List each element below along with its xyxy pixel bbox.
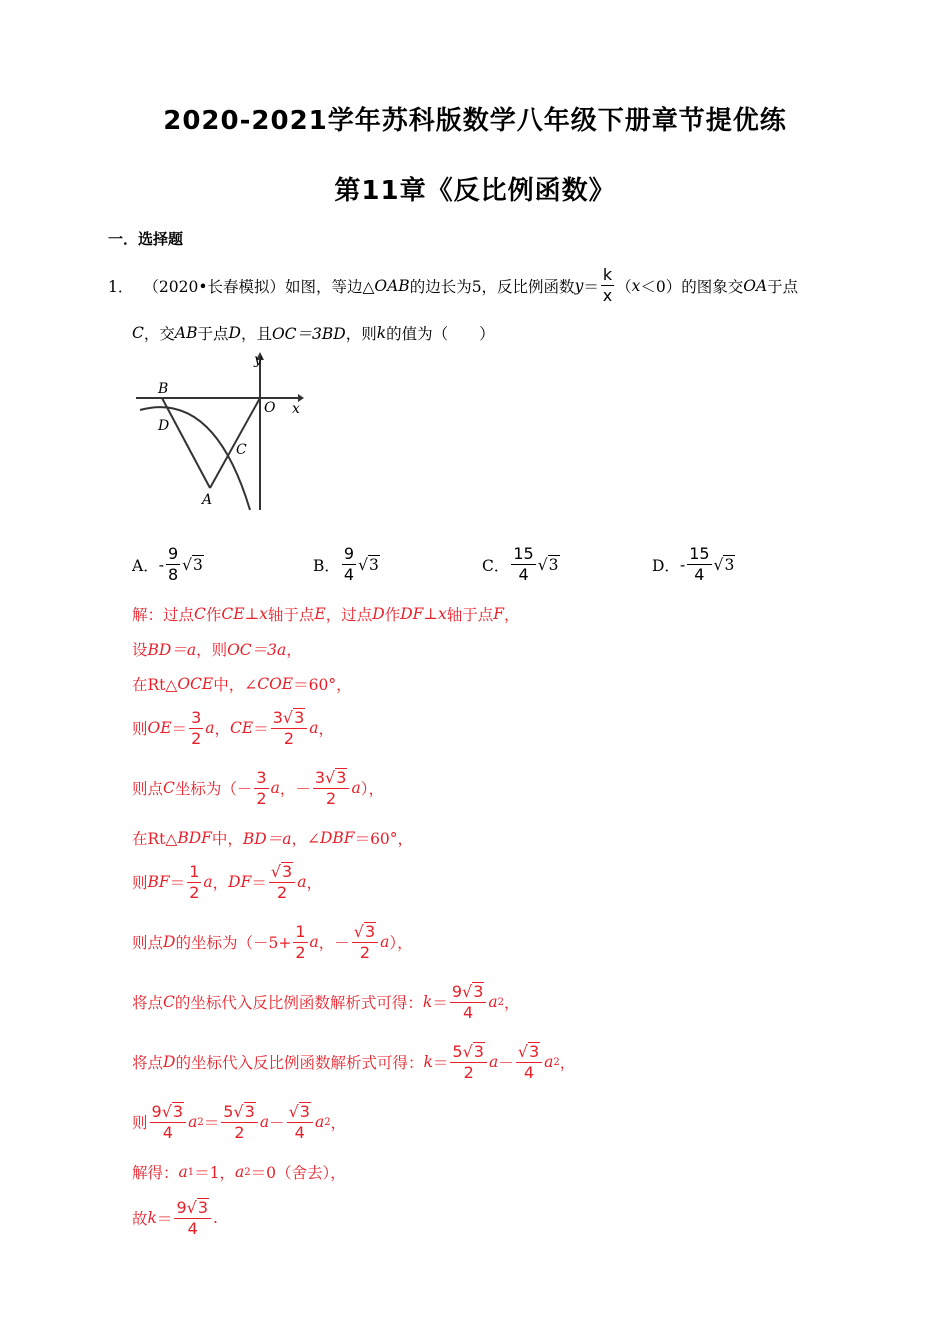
sol-text: 的坐标代入反比例函数解析式可得： <box>175 1054 424 1072</box>
sol-var: a <box>259 1113 270 1131</box>
coef: 3 <box>314 768 326 787</box>
sol-fraction <box>293 923 307 962</box>
label-d: D <box>158 418 170 434</box>
question-text: ，交 <box>143 325 175 343</box>
fraction-numerator: 15 <box>689 544 710 563</box>
sol-text: ）， <box>360 780 384 798</box>
sol-text: ＝60°， <box>354 830 414 848</box>
sol-var: OC＝3a <box>227 641 287 659</box>
solution-line-9 <box>132 982 520 1022</box>
sol-text: ＝ <box>253 720 269 738</box>
solution-line-5 <box>132 768 384 808</box>
sol-text: ）， <box>389 934 413 952</box>
sol-text: ＝ <box>156 1210 173 1228</box>
fraction-numerator <box>450 982 487 1003</box>
sol-var: a <box>205 719 215 737</box>
question-var: x <box>631 276 641 295</box>
solution-line-7 <box>132 862 322 902</box>
fraction-denominator: 2 <box>276 883 288 902</box>
question-var: k <box>376 324 387 342</box>
option-letter: A． <box>132 556 159 575</box>
question-var: D <box>228 324 241 342</box>
sol-text: ， <box>504 606 520 624</box>
sol-text: － <box>269 1114 285 1132</box>
question-text: 于点 <box>767 277 799 296</box>
solution-line-12 <box>132 1161 346 1183</box>
label-a: A <box>202 492 213 508</box>
sqrt-icon: √ <box>161 1102 172 1121</box>
fraction-denominator: 2 <box>283 729 295 748</box>
fraction-numerator: k <box>602 265 613 284</box>
sol-text: ＝1， <box>194 1164 236 1182</box>
fraction-denominator: 4 <box>294 1123 305 1142</box>
sol-var: BF <box>147 873 170 891</box>
fraction-numerator <box>287 1102 313 1123</box>
sol-fraction <box>516 1042 542 1082</box>
sol-var: a <box>297 873 307 891</box>
radicand: 3 <box>724 556 735 574</box>
sol-var: a <box>235 1163 245 1181</box>
sol-text: ， <box>306 874 322 892</box>
sol-var: D <box>163 933 176 951</box>
sqrt-icon: √ <box>713 555 724 574</box>
sol-text: ＝ <box>432 994 448 1012</box>
fraction-numerator <box>174 1198 211 1219</box>
sol-fraction <box>287 1102 313 1142</box>
sol-text: 坐标为（－ <box>174 780 253 798</box>
document-title: 2020-2021学年苏科版数学八年级下册章节提优练 <box>163 106 787 136</box>
sol-text: 则 <box>132 720 148 738</box>
option-fraction <box>342 545 356 584</box>
sol-fraction <box>271 708 308 748</box>
fraction-numerator <box>516 1042 542 1063</box>
sol-text: ＝ <box>203 1114 220 1132</box>
sol-var: a <box>351 779 361 797</box>
radicand: 3 <box>473 1042 484 1061</box>
sol-text: 则 <box>132 874 148 892</box>
sol-var: DF <box>228 873 252 891</box>
question-var: OAB <box>374 276 410 295</box>
sol-var: BD＝a <box>242 830 292 848</box>
fraction-numerator <box>271 708 308 729</box>
sol-var: a <box>188 1113 198 1131</box>
option-sign: - <box>679 555 686 574</box>
label-y: y <box>254 352 262 368</box>
sol-var: a <box>314 1113 325 1131</box>
sol-exponent: 2 <box>497 996 505 1008</box>
sqrt-icon: √ <box>462 1042 473 1061</box>
sol-text: 解：过点 <box>132 606 195 624</box>
sol-var: CE <box>230 719 254 737</box>
sol-text: ， <box>214 720 231 738</box>
sol-text: 设 <box>132 641 148 659</box>
label-o: O <box>264 400 276 416</box>
fraction-denominator: 4 <box>463 1003 474 1022</box>
radicand: 3 <box>473 982 484 1001</box>
sol-exponent: 2 <box>197 1116 204 1128</box>
sol-text: 中， <box>211 830 243 848</box>
coef: 5 <box>223 1102 234 1121</box>
fraction-denominator: 8 <box>167 565 179 584</box>
fraction-denominator: 2 <box>191 728 202 748</box>
fraction-denominator: 4 <box>162 1123 173 1142</box>
sol-text: 将点 <box>132 1054 164 1072</box>
sol-var: a <box>309 933 319 951</box>
question-line-1 <box>108 266 798 305</box>
question-var: AB <box>174 324 198 342</box>
option-fraction <box>687 545 711 584</box>
question-text: ＝ <box>583 277 599 296</box>
sol-var: a <box>488 1053 499 1071</box>
question-number: 1． <box>108 277 134 296</box>
sol-fraction <box>313 768 350 808</box>
question-text: ＜0）的图象交 <box>640 277 744 296</box>
sol-text: 则点 <box>132 934 164 952</box>
label-b: B <box>158 381 169 397</box>
sol-text: ， <box>318 720 335 738</box>
radicand: 3 <box>244 1102 255 1121</box>
option-letter: D． <box>652 556 680 575</box>
question-source: （2020•长春模拟） <box>143 277 285 296</box>
fraction-denominator: 2 <box>359 943 371 962</box>
radicand: 3 <box>299 1102 310 1121</box>
sqrt-icon: √ <box>182 555 193 574</box>
fraction-numerator <box>150 1102 187 1123</box>
sol-text: ，－ <box>318 934 350 952</box>
sol-var: a <box>309 719 319 737</box>
option-letter: C． <box>482 556 510 575</box>
question-line-2 <box>132 322 495 344</box>
radicand: 3 <box>197 1198 209 1217</box>
coef: 3 <box>272 708 283 727</box>
sol-text: 作 <box>384 606 401 624</box>
sol-text: 在Rt△ <box>132 830 178 848</box>
question-text: 于点 <box>197 325 229 343</box>
sol-var: a <box>488 993 498 1011</box>
sol-text: 的坐标代入反比例函数解析式可得： <box>174 994 423 1012</box>
sol-text: 则 <box>132 1114 148 1132</box>
fraction-numerator: 3 <box>256 767 267 787</box>
coef: 9 <box>451 982 463 1001</box>
solution-line-13 <box>132 1198 218 1238</box>
sol-var: a <box>203 873 213 891</box>
radicand: 3 <box>294 708 305 727</box>
coef: 9 <box>151 1102 162 1121</box>
radicand: 3 <box>364 922 376 941</box>
fraction-denominator: 2 <box>189 882 200 902</box>
sqrt-icon: √ <box>537 555 548 574</box>
sol-var: k <box>423 1053 433 1071</box>
fraction-numerator <box>221 1102 258 1123</box>
solution-line-10 <box>132 1042 575 1082</box>
section-heading: 一．选择题 <box>108 230 184 248</box>
sol-text: ＝ <box>251 874 267 892</box>
sqrt-icon: √ <box>270 862 282 881</box>
sqrt-icon: √ <box>288 1102 299 1121</box>
radicand: 3 <box>193 556 203 574</box>
sol-text: ， <box>330 1114 347 1132</box>
option-d[interactable] <box>652 545 735 584</box>
coef: 9 <box>176 1198 187 1217</box>
sol-var: D <box>372 605 385 623</box>
sqrt-icon: √ <box>282 708 294 727</box>
fraction-numerator: 3 <box>191 707 202 727</box>
side-ao <box>210 398 260 488</box>
sol-var: DF⊥x <box>400 605 447 623</box>
solution-line-11 <box>132 1102 346 1142</box>
radicand: 3 <box>528 1042 540 1061</box>
label-x: x <box>292 401 300 417</box>
sol-text: ， <box>212 874 229 892</box>
sqrt-icon: √ <box>325 768 336 787</box>
fraction-numerator: 1 <box>295 921 306 941</box>
sol-text: 将点 <box>132 994 164 1012</box>
sol-fraction <box>450 1042 487 1082</box>
solution-line-6 <box>132 827 413 849</box>
sol-text: ，－ <box>279 780 311 798</box>
fraction-denominator: 4 <box>518 565 529 584</box>
sol-fraction <box>187 863 201 902</box>
sol-var: k <box>422 993 433 1011</box>
sol-fraction <box>189 709 203 748</box>
fraction-denominator: 2 <box>295 942 306 962</box>
option-fraction <box>511 545 535 584</box>
fraction-numerator: 9 <box>167 544 179 563</box>
radicand: 3 <box>282 862 293 881</box>
radicand: 3 <box>368 556 379 574</box>
option-c[interactable] <box>482 545 560 584</box>
sol-text: － <box>498 1054 514 1072</box>
sol-text: ， <box>286 641 302 659</box>
fraction-denominator: 4 <box>523 1063 535 1082</box>
question-var: C <box>132 324 144 342</box>
question-var: y <box>574 276 584 295</box>
fraction-denominator: 2 <box>326 789 337 808</box>
sol-fraction <box>352 922 378 962</box>
question-text: 的值为（ ） <box>386 325 495 343</box>
sol-text: 轴于点 <box>267 606 315 624</box>
sol-var: a <box>544 1053 554 1071</box>
coef: 5 <box>452 1042 463 1061</box>
option-sign: - <box>158 555 164 574</box>
question-text: ，则 <box>345 325 377 343</box>
chapter-title: 第11章《反比例函数》 <box>334 176 616 206</box>
sol-var: BDF <box>177 829 212 847</box>
radicand: 3 <box>336 768 347 787</box>
sol-var: C <box>163 993 175 1011</box>
solution-line-4 <box>132 708 334 748</box>
sqrt-icon: √ <box>353 922 364 941</box>
sol-var: BD＝a <box>147 641 197 659</box>
sol-text: 的坐标为（－5+ <box>175 934 292 952</box>
sol-var: k <box>147 1209 157 1227</box>
radicand: 3 <box>548 556 559 574</box>
question-text: （ <box>616 277 632 296</box>
fraction-numerator: 1 <box>189 861 200 881</box>
sol-text: ＝0（舍去）， <box>250 1164 346 1182</box>
sol-text: . <box>213 1209 218 1227</box>
sol-var: F <box>493 605 504 623</box>
fraction-denominator: 2 <box>256 788 267 808</box>
sol-fraction <box>450 982 487 1022</box>
option-letter: B． <box>313 556 340 575</box>
function-fraction <box>601 266 614 305</box>
sqrt-icon: √ <box>462 982 473 1001</box>
sol-fraction <box>174 1198 211 1238</box>
sol-fraction <box>150 1102 187 1142</box>
sol-var: E <box>314 605 326 623</box>
sol-var: COE <box>257 675 294 693</box>
sol-text: ，过点 <box>325 606 373 624</box>
radicand: 3 <box>172 1102 184 1121</box>
fraction-numerator <box>269 862 295 883</box>
solution-line-3 <box>132 673 352 695</box>
sol-var: a <box>178 1163 188 1181</box>
fraction-denominator: 2 <box>463 1063 474 1082</box>
sol-var: OCE <box>177 675 214 693</box>
sol-exponent: 2 <box>324 1116 331 1128</box>
question-var: OC＝3BD <box>271 325 346 343</box>
option-b[interactable] <box>313 545 380 584</box>
solution-line-8 <box>132 922 413 962</box>
sol-text: 解得： <box>132 1164 179 1182</box>
sol-fraction <box>221 1102 258 1142</box>
sol-text: ，则 <box>196 641 228 659</box>
sol-var: C <box>163 779 175 797</box>
sol-text: 在Rt△ <box>132 676 178 694</box>
fraction-denominator: 4 <box>694 565 705 584</box>
fraction-denominator: 2 <box>234 1123 245 1142</box>
sol-subscript: 2 <box>244 1166 251 1178</box>
question-text: 的边长为5，反比例函数 <box>409 277 575 296</box>
sol-var: OE <box>147 719 172 737</box>
sol-fraction <box>269 862 295 902</box>
sol-text: ＝ <box>432 1054 449 1072</box>
geometry-figure <box>134 350 314 515</box>
label-c: C <box>236 442 247 458</box>
fraction-numerator <box>313 768 350 789</box>
sol-text: ＝ <box>169 874 186 892</box>
sol-var: a <box>380 933 390 951</box>
solution-line-1 <box>132 603 520 625</box>
fraction-numerator: 15 <box>513 544 534 563</box>
fraction-denominator: 4 <box>187 1219 198 1238</box>
sol-text: ， <box>559 1054 576 1072</box>
sol-var: a <box>270 779 280 797</box>
sqrt-icon: √ <box>517 1042 528 1061</box>
sol-text: 轴于点 <box>446 606 494 624</box>
fraction-denominator: x <box>602 286 613 305</box>
fraction-numerator <box>352 922 378 943</box>
sol-subscript: 1 <box>187 1166 195 1178</box>
sol-exponent: 2 <box>553 1056 560 1068</box>
sol-text: 故 <box>132 1210 148 1228</box>
solution-line-2 <box>132 638 302 660</box>
sol-var: DBF <box>319 829 355 847</box>
sol-text: ， <box>504 994 520 1012</box>
sol-var: D <box>163 1053 176 1071</box>
fraction-numerator: 9 <box>343 544 355 563</box>
fraction-denominator: 4 <box>343 565 355 584</box>
sqrt-icon: √ <box>186 1198 197 1217</box>
sol-text: 中，∠ <box>213 676 258 694</box>
sol-fraction <box>254 769 268 808</box>
sol-var: CE⊥x <box>221 605 268 623</box>
sqrt-icon: √ <box>358 555 368 574</box>
question-var: OA <box>743 276 768 295</box>
sol-text: ，∠ <box>291 830 320 848</box>
fraction-numerator <box>450 1042 487 1063</box>
sol-text: 则点 <box>132 780 164 798</box>
option-fraction <box>166 545 180 584</box>
sol-text: ＝ <box>171 720 188 738</box>
sol-var: C <box>194 605 206 623</box>
sol-text: 作 <box>205 606 222 624</box>
question-text: ，且 <box>240 325 272 343</box>
option-a[interactable] <box>132 545 204 584</box>
sol-text: ＝60°， <box>293 676 352 694</box>
question-text: 如图，等边△ <box>284 277 375 296</box>
sqrt-icon: √ <box>233 1102 244 1121</box>
